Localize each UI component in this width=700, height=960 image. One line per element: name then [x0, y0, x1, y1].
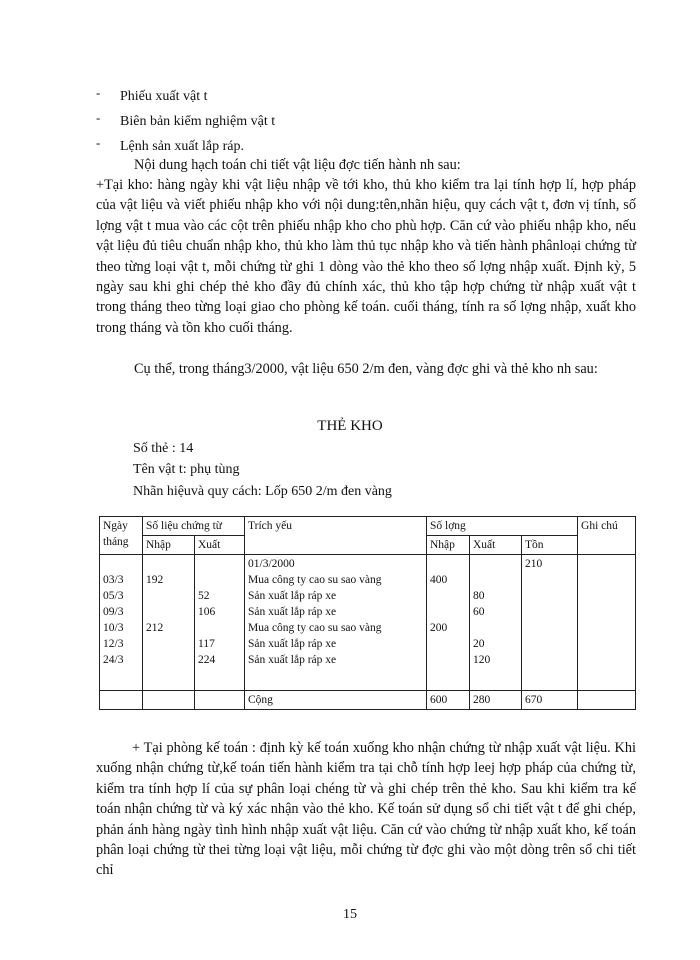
total-ton: 670 [522, 691, 578, 710]
cell-value [146, 604, 191, 620]
col-header-ct-xuat: Xuất [195, 536, 245, 555]
col-header-ngay: Ngày tháng [100, 517, 143, 555]
total-label: Cộng [245, 691, 427, 710]
col-header-ct-nhap: Nhập [143, 536, 195, 555]
cell-value [146, 556, 191, 572]
cell-value [430, 652, 466, 668]
cell-ngay [100, 555, 143, 691]
bullet-list [96, 84, 616, 159]
col-header-trich-yeu: Trích yếu [245, 517, 427, 555]
cell-value: 60 [473, 606, 485, 618]
cell-value: 106 [198, 606, 216, 618]
cell-value [473, 556, 518, 572]
cell-sl-xuat [470, 555, 522, 691]
cell-value: Sản xuất lắp ráp xe [248, 638, 337, 650]
cell-value: 10/3 [103, 622, 124, 634]
cell-empty [578, 691, 636, 710]
cell-value: 224 [198, 654, 216, 666]
cell-value: 200 [430, 622, 448, 634]
cell-value: 03/3 [103, 574, 124, 586]
col-header-ghi-chu: Ghi chú [578, 517, 636, 555]
intro-paragraph [96, 155, 636, 175]
bullet-text: Phiếu xuất vật t [120, 89, 208, 104]
bullet-text: Biên bản kiểm nghiệm vật t [120, 114, 276, 129]
col-header-sl-nhap: Nhập [427, 536, 470, 555]
cell-ton [522, 555, 578, 691]
cell-value [430, 636, 466, 652]
cell-empty [195, 691, 245, 710]
cell-value: 117 [198, 638, 215, 650]
cuthe-text: Cụ thể, trong tháng3/2000, vật liệu 650 2/m đen, vàng đợc ghi và thẻ kho nh sau: [134, 361, 598, 377]
phong-ke-toan-paragraph [96, 738, 636, 881]
cell-value: Sản xuất lắp ráp xe [248, 606, 337, 618]
cell-value [473, 572, 518, 588]
cell-value [198, 556, 241, 572]
bullet-text: Lệnh sản xuất lắp ráp. [120, 139, 245, 154]
col-header-sl-xuat: Xuất [470, 536, 522, 555]
page-number: 15 [343, 907, 357, 922]
cell-value [525, 572, 574, 588]
cell-ct-xuat [195, 555, 245, 691]
so-the: Số thẻ : 14 [133, 441, 194, 456]
intro-text: Nội dung hạch toán chi tiết vật liệu đợc tiến hành nh sau: [134, 157, 461, 173]
nhan-hieu: Nhãn hiệuvà quy cách: Lốp 650 2/m đen vàng [133, 484, 392, 499]
cell-value [198, 572, 241, 588]
cell-empty [143, 691, 195, 710]
ten-vat-tu: Tên vật t: phụ tùng [133, 462, 240, 477]
cell-value: Mua công ty cao su sao vàng [248, 574, 382, 586]
cuthe-paragraph [96, 359, 636, 379]
bullet-dash: - [96, 85, 101, 100]
cell-value [430, 604, 466, 620]
cell-value [525, 620, 574, 636]
cell-value [430, 588, 466, 604]
cell-value: 192 [146, 574, 164, 586]
cell-value [525, 588, 574, 604]
bullet-dash: - [96, 110, 101, 125]
list-item [96, 84, 616, 109]
phong-ke-toan-text: + Tại phòng kế toán : định kỳ kế toán xuống kho nhận chứng từ nhập xuất vật liệu. Khi xuống nhận chứng từ,kế toán tiến hành kiểm tra tại chỗ tính hợp leej hợp pháp của chứng từ, kiểm tra tính hợp lí của sự phân loại chéng từ và ghi chép trên thẻ kho. Sau khi kiểm tra kế toán nhận chứng từ và ký xác nhận vào thẻ kho. Kế toán sử dụng sổ chi tiết vật t để ghi chép, phản ánh hàng ngày tình hình nhập xuất vật liệu. Căn cứ vào chứng từ nhập xuất kho, kế toán phân loại chứng từ thei từng loại vật liệu, mỗi chứng từ đợc ghi vào một dòng trên sổ chi tiết chỉ [96, 740, 636, 879]
cell-value: 212 [146, 622, 164, 634]
cell-value: Mua công ty cao su sao vàng [248, 622, 382, 634]
cell-value: 80 [473, 590, 485, 602]
cell-value: 52 [198, 590, 210, 602]
kho-paragraph: +Tại kho: hàng ngày khi vật liệu nhập về tới kho, thủ kho kiểm tra lại tính hợp lí, hợp pháp của vật liệu và viết phiếu nhập kho với nội dung:tên,nhãn hiệu, quy cách vật t, đơn vị tính, số lợng vật t mua vào các cột trên phiếu nhập kho cho phù hợp. Căn cứ vào phiếu nhập kho, nếu vật liệu đủ tiêu chuẩn nhập kho, thủ kho làm thủ tục nhập kho và tiến hành phânloại chứng từ theo từng loại vật t, mỗi chứng từ ghi 1 dòng vào thẻ kho theo số lợng nhập xuất. Định kỳ, 5 ngày sau khi ghi chép thẻ kho đầy đủ chính xác, thủ kho tập hợp chứng từ nhập xuất vật t trong tháng theo từng loại giao cho phòng kế toán. cuối tháng, tính ra số lợng nhập, xuất kho trong tháng và tồn kho cuối tháng. [96, 177, 636, 336]
cell-value [430, 556, 466, 572]
cell-value [146, 652, 191, 668]
cell-value [473, 620, 518, 636]
cell-value: 24/3 [103, 654, 124, 666]
cell-value: 01/3/2000 [248, 558, 295, 570]
col-header-so-lieu: Số liệu chứng từ [143, 517, 245, 536]
cell-ghi-chu [578, 555, 636, 691]
bullet-dash: - [96, 135, 101, 150]
cell-value: 12/3 [103, 638, 124, 650]
cell-value: 09/3 [103, 606, 124, 618]
cell-value: 20 [473, 638, 485, 650]
cell-value [146, 636, 191, 652]
cell-value [525, 652, 574, 668]
cell-value [525, 636, 574, 652]
cell-ct-nhap [143, 555, 195, 691]
cell-value: Sản xuất lắp ráp xe [248, 590, 337, 602]
cell-value: 05/3 [103, 590, 124, 602]
col-header-ton: Tồn [522, 536, 578, 555]
total-sl-nhap: 600 [427, 691, 470, 710]
col-header-so-luong: Số lợng [427, 517, 578, 536]
cell-value: 210 [525, 558, 543, 570]
cell-value: 120 [473, 654, 491, 666]
cell-trich-yeu [245, 555, 427, 691]
cell-value: 400 [430, 574, 448, 586]
header-row [100, 517, 636, 536]
cell-sl-nhap [427, 555, 470, 691]
cell-value [525, 604, 574, 620]
list-item [96, 109, 616, 134]
cell-value [103, 556, 139, 572]
cell-value [198, 620, 241, 636]
cell-value [146, 588, 191, 604]
cell-empty [100, 691, 143, 710]
table-body [100, 555, 636, 691]
total-row [100, 691, 636, 710]
the-kho-title: THẺ KHO [317, 418, 383, 434]
cell-value: Sản xuất lắp ráp xe [248, 654, 337, 666]
total-sl-xuat: 280 [470, 691, 522, 710]
the-kho-table [99, 516, 636, 710]
